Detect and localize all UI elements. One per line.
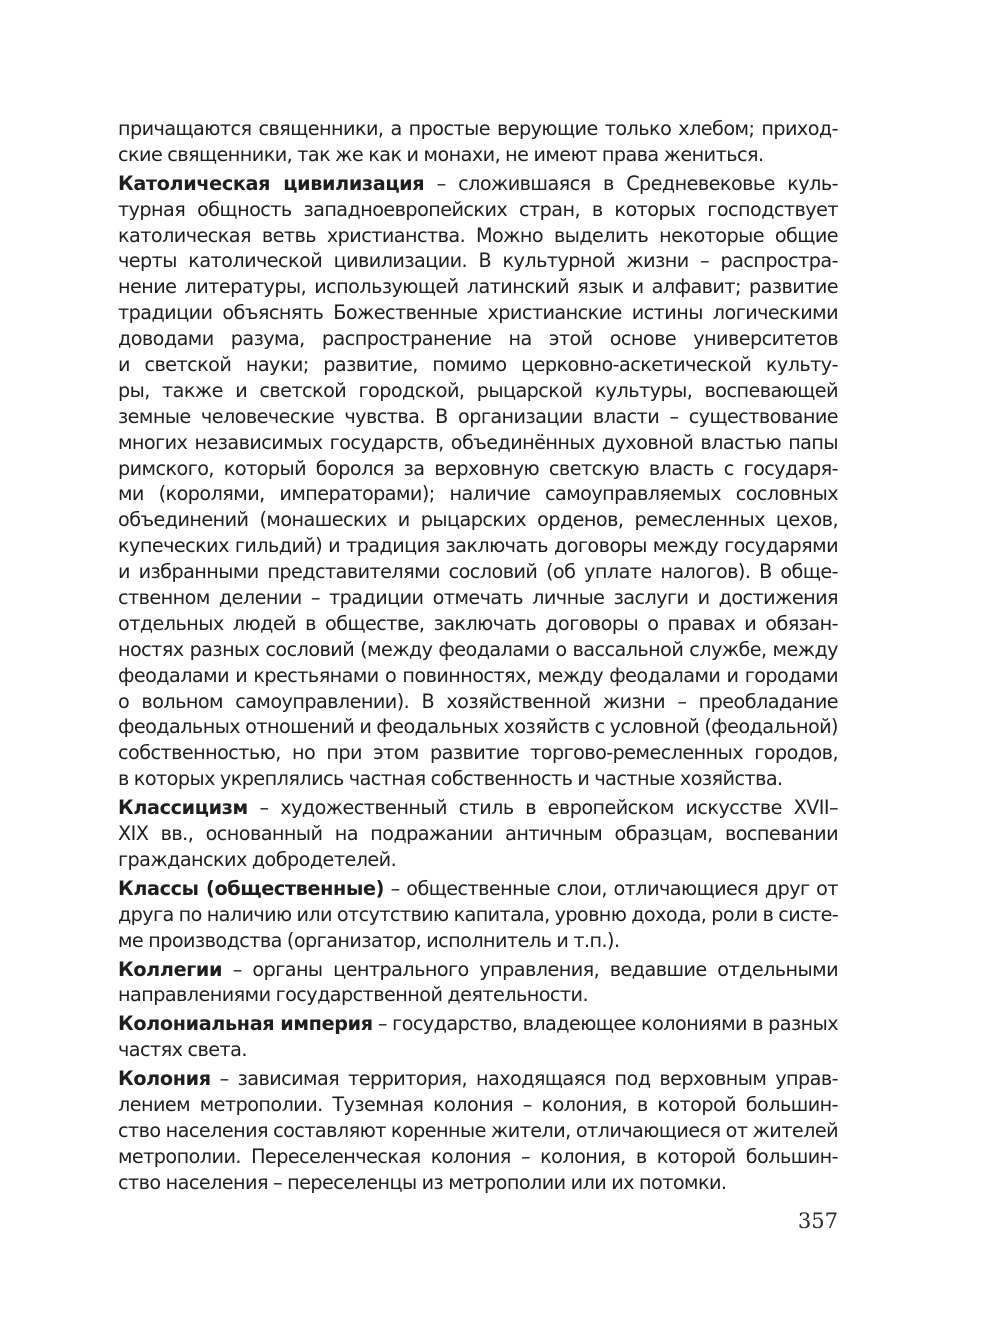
text-line: и светской науки; развитие, помимо церковно-аскетической культу- — [118, 353, 838, 377]
text-line — [118, 1011, 838, 1037]
page-body — [118, 116, 838, 1199]
text-line: турная общность западноевропейских стран, в которых господствует — [118, 197, 838, 221]
entry-classicism — [118, 795, 838, 873]
text-line: феодальных отношений и феодальных хозяйств с условной (феодальной) — [118, 715, 838, 739]
text-line: традиции объяснять Божественные христианские истины логическими — [118, 301, 838, 325]
entry-term: Классы (общественные) — [118, 876, 385, 900]
text-line: доводами разума, распространение на этой основе университетов — [118, 327, 838, 351]
text-line: римского, который боролся за верховную светскую власть с государя- — [118, 456, 838, 480]
entry-definition-start: – сложившаяся в Средневековье куль- — [424, 171, 839, 195]
text-line: черты католической цивилизации. В культурной жизни – распростра- — [118, 249, 838, 273]
text-line: причащаются священники, а простые верующие только хлебом; приход- — [118, 117, 838, 140]
text-line: о вольном самоуправлении). В хозяйственной жизни – преобладание — [118, 689, 838, 713]
text-line: земные человеческие чувства. В организации власти – существование — [118, 404, 838, 428]
entry-continuation — [118, 116, 838, 168]
text-line: ство населения составляют коренные жители, отличающиеся от жителей — [118, 1118, 838, 1142]
entry-definition-start: – художественный стиль в европейском искусстве XVII– — [247, 796, 838, 820]
text-line: ры, также и светской городской, рыцарской культуры, воспевающей — [118, 378, 838, 402]
text-line: ме производства (организатор, исполнитель и т.п.). — [118, 928, 620, 952]
entry-definition-start: – зависимая территория, находящаяся под верховным управ- — [210, 1067, 838, 1091]
text-line: XIX вв., основанный на подражании античным образцам, воспевании — [118, 822, 838, 846]
entry-term: Колониальная империя — [118, 1012, 373, 1036]
text-line: частях света. — [118, 1038, 247, 1062]
text-line: объединений (монашеских и рыцарских орденов, ремесленных цехов, — [118, 508, 838, 532]
text-line: отдельных людей в обществе, заключать договоры о правах и обязан- — [118, 611, 838, 635]
text-line — [118, 957, 838, 983]
text-line — [118, 795, 838, 821]
text-line: в которых укреплялись частная собственность и частные хозяйства. — [118, 767, 783, 791]
text-line: ство населения – переселенцы из метрополии или их потомки. — [118, 1170, 727, 1194]
entry-definition-start: – государство, владеющее колониями в разных — [372, 1012, 838, 1036]
text-line: гражданских добродетелей. — [118, 847, 397, 871]
text-line: направлениями государственной деятельности. — [118, 983, 589, 1007]
text-line: собственностью, но при этом развитие торгово-ремесленных городов, — [118, 741, 838, 765]
text-line: купеческих гильдий) и традиция заключать договоры между государями — [118, 534, 838, 558]
text-line: и избранными представителями сословий (об уплате налогов). В обще- — [118, 560, 838, 584]
entry-term: Коллегии — [118, 957, 223, 981]
text-line — [118, 876, 838, 902]
text-line: нение литературы, использующей латинский язык и алфавит; развитие — [118, 275, 838, 299]
text-line: друга по наличию или отсутствию капитала, уровню дохода, роли в систе- — [118, 902, 839, 926]
entry-definition-start: – общественные слои, отличающиеся друг от — [384, 876, 838, 900]
entry-catholic-civilization — [118, 171, 838, 792]
text-line: ностях разных сословий (между феодалами о вассальной службе, между — [118, 637, 838, 661]
text-line: лением метрополии. Туземная колония – колония, в которой большин- — [118, 1092, 838, 1116]
text-line: ственном делении – традиции отмечать личные заслуги и достижения — [118, 586, 838, 610]
text-line: ми (королями, императорами); наличие самоуправляемых сословных — [118, 482, 838, 506]
text-line: метрополии. Переселенческая колония – колония, в которой большин- — [118, 1144, 838, 1168]
text-line: феодалами и крестьянами о повинностях, между феодалами и городами — [118, 663, 838, 687]
page-number: 357 — [797, 1209, 838, 1233]
text-line — [118, 171, 838, 197]
text-line: многих независимых государств, объединённых духовной властью папы — [118, 430, 838, 454]
entry-term: Классицизм — [118, 796, 248, 820]
entry-colony — [118, 1066, 838, 1195]
text-line — [118, 1066, 838, 1092]
entry-term: Колония — [118, 1067, 211, 1091]
entry-social-classes — [118, 876, 838, 954]
entry-colonial-empire — [118, 1011, 838, 1063]
entry-collegia — [118, 957, 838, 1009]
text-line: ские священники, так же как и монахи, не имеют права жениться. — [118, 142, 764, 166]
entry-definition-start: – органы центрального управления, ведавшие отдельными — [222, 957, 838, 981]
entry-term: Католическая цивилизация — [118, 171, 425, 195]
text-line: католическая ветвь христианства. Можно выделить некоторые общие — [118, 223, 838, 247]
